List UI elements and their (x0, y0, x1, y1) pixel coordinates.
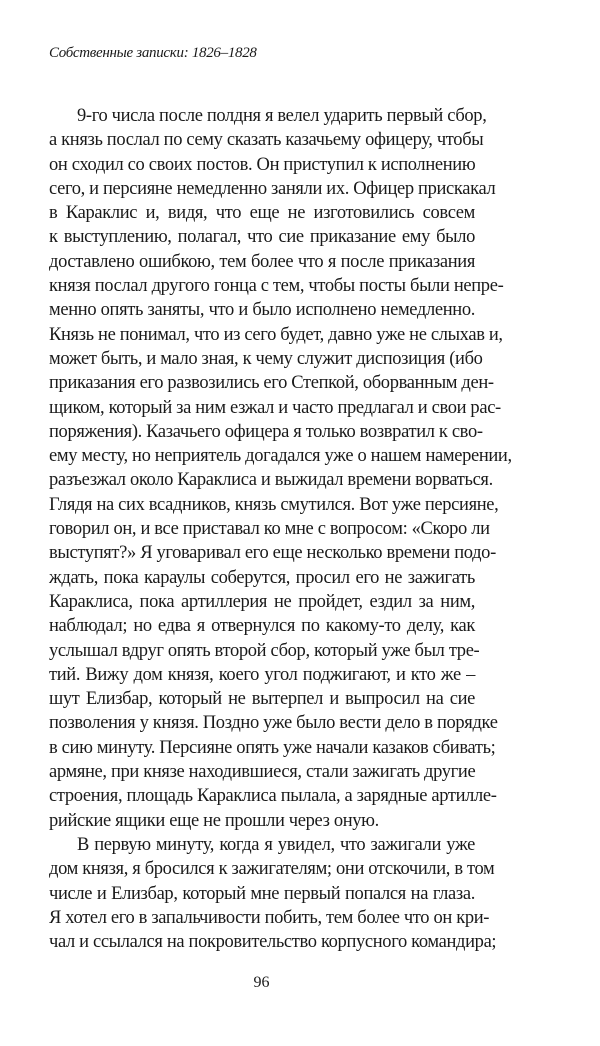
text-line: Я хотел его в запальчивости побить, тем более что он кри- (49, 907, 490, 928)
text-line: к выступлению, полагал, что сие приказание ему было (49, 227, 475, 248)
text-line: в Караклис и, видя, что еще не изготовились совсем (49, 203, 475, 224)
text-line: может быть, и мало зная, к чему служит диспозиция (ибо (49, 348, 483, 369)
text-line: князя послал другого гонца с тем, чтобы посты были непре- (49, 276, 504, 297)
text-line: выступят?» Я уговаривал его еще несколько времени подо- (49, 543, 496, 564)
body-text (49, 104, 512, 954)
text-line: позволения у князя. Поздно уже было вести дело в порядке (49, 713, 498, 734)
text-line: рийские ящики еще не прошли через оную. (49, 810, 379, 831)
text-line: дом князя, я бросился к зажигателям; они отскочили, в том (49, 859, 495, 880)
text-line: он сходил со своих постов. Он приступил к исполнению (49, 154, 476, 175)
text-line: щиком, который за ним езжал и часто предлагал и свои рас- (49, 397, 501, 418)
text-line: разъезжал около Караклиса и выжидал времени ворваться. (49, 470, 493, 491)
text-line: менно опять заняты, что и было исполнено немедленно. (49, 300, 475, 321)
text-line: наблюдал; но едва я отвернулся по какому-то делу, как (49, 616, 475, 637)
text-line: тий. Вижу дом князя, коего угол поджигают, и кто же – (49, 664, 475, 685)
text-line: Караклиса, пока артиллерия не пройдет, ездил за ним, (49, 591, 475, 612)
text-line: поряжения). Казачьего офицера я только возвратил к сво- (49, 421, 483, 442)
text-line: армяне, при князе находившиеся, стали зажигать другие (49, 762, 476, 783)
text-line: чал и ссылался на покровительство корпусного командира; (49, 932, 497, 953)
text-line: Глядя на сих всадников, князь смутился. Вот уже персияне, (49, 494, 499, 515)
text-line: услышал вдруг опять второй сбор, который уже был тре- (49, 640, 480, 661)
text-line: строения, площадь Караклиса пылала, а зарядные артилле- (49, 786, 497, 807)
text-line: ему месту, но неприятель догадался уже о нашем намерении, (49, 446, 512, 467)
paragraph (49, 833, 497, 954)
text-line: сего, и персияне немедленно заняли их. Офицер прискакал (49, 178, 496, 199)
text-line: говорил он, и все приставал ко мне с вопросом: «Скоро ли (49, 519, 490, 540)
text-line: доставлено ошибкою, тем более что я после приказания (49, 251, 475, 272)
text-line: 9-го числа после полдня я велел ударить первый сбор, (77, 106, 487, 126)
text-line: числе и Елизбар, который мне первый попался на глаза. (49, 883, 475, 904)
running-head: Собственные записки: 1826–1828 (49, 45, 257, 61)
text-line: а князь послал по сему сказать казачьему офицеру, чтобы (49, 130, 484, 151)
text-line: ждать, пока караулы соберутся, просил его не зажигать (49, 567, 475, 588)
text-line: Князь не понимал, что из сего будет, давно уже не слыхав и, (49, 324, 503, 345)
text-line: шут Елизбар, который не вытерпел и выпросил на сие (49, 689, 475, 710)
text-line: В первую минуту, когда я увидел, что зажигали уже (77, 834, 475, 855)
paragraph (49, 104, 512, 833)
text-line: в сию минуту. Персияне опять уже начали казаков сбивать; (49, 737, 496, 758)
page-number: 96 (253, 974, 270, 991)
text-line: приказания его развозились его Степкой, оборванным ден- (49, 373, 494, 394)
